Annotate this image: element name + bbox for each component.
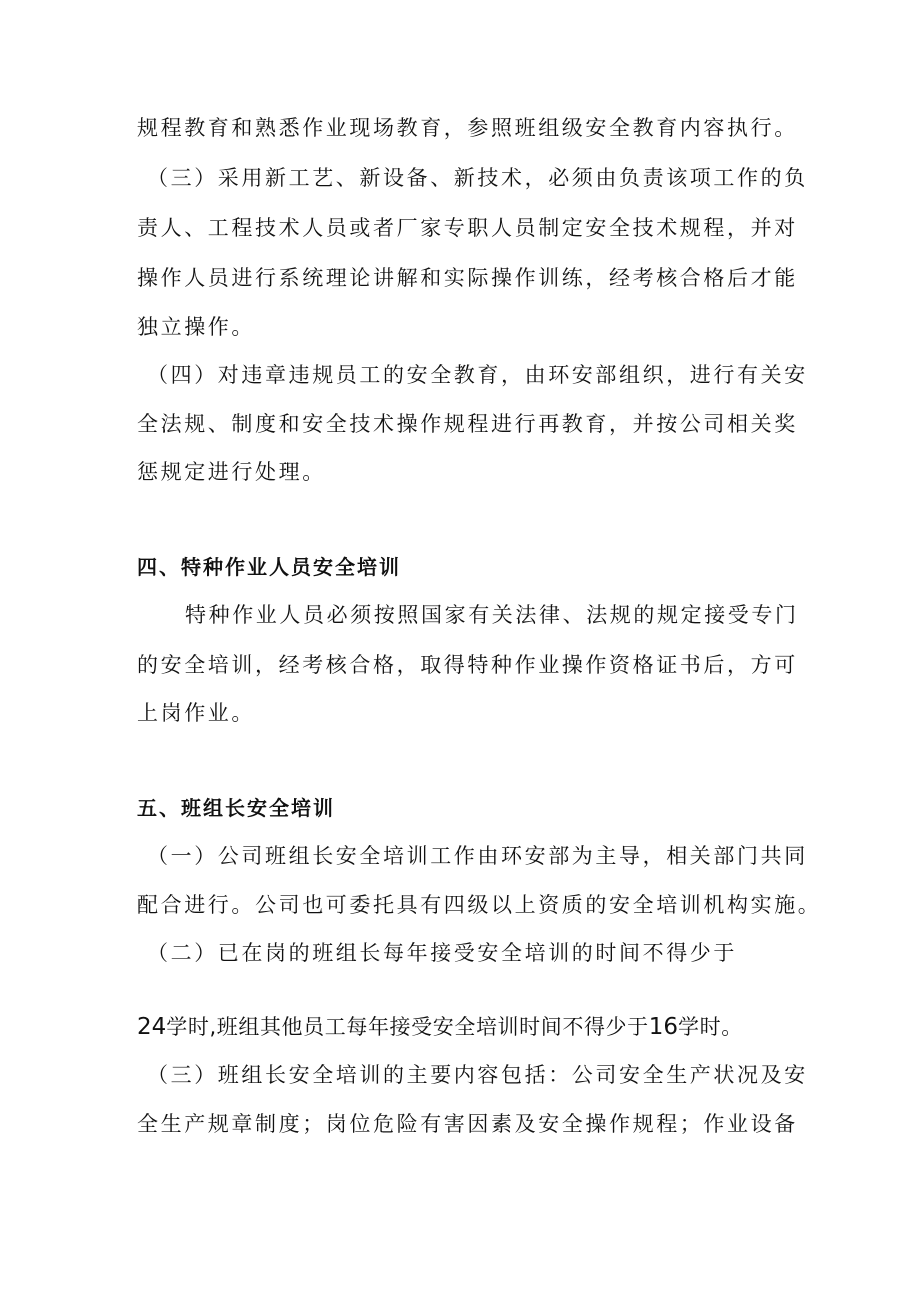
paragraph-line: 特种作业人员必须按照国家有关法律、法规的规定接受专门 xyxy=(185,603,799,627)
text-span: 学时。 xyxy=(678,1015,743,1039)
paragraph-line: 全生产规章制度；岗位危险有害因素及安全操作规程；作业设备 xyxy=(137,1112,798,1136)
section-heading: 五、班组长安全培训 xyxy=(137,796,335,820)
paragraph-line: （三）采用新工艺、新设备、新技术，必须由负责该项工作的负 xyxy=(147,166,808,190)
paragraph-line: 的安全培训，经考核合格，取得特种作业操作资格证书后，方可 xyxy=(137,653,798,677)
number-24: 24 xyxy=(137,1014,167,1040)
paragraph-line: 责人、工程技术人员或者厂家专职人员制定安全技术规程，并对 xyxy=(137,216,798,240)
paragraph-line: 独立操作。 xyxy=(137,315,255,339)
text-span: 学时,班组其他员工每年接受安全培训时间不得少于 xyxy=(166,1015,649,1039)
paragraph-line: （三）班组长安全培训的主要内容包括：公司安全生产状况及安 xyxy=(147,1063,808,1087)
paragraph-line: 操作人员进行系统理论讲解和实际操作训练，经考核合格后才能 xyxy=(137,266,798,290)
paragraph-line: （二）已在岗的班组长每年接受安全培训的时间不得少于 xyxy=(147,941,737,965)
paragraph-line: （一）公司班组长安全培训工作由环安部为主导，相关部门共同 xyxy=(147,844,808,868)
paragraph-line: （四）对违章违规员工的安全教育，由环安部组织，进行有关安 xyxy=(147,363,808,387)
paragraph-line: 规程教育和熟悉作业现场教育，参照班组级安全教育内容执行。 xyxy=(137,116,798,140)
paragraph-line: 上岗作业。 xyxy=(137,701,255,725)
section-heading: 四、特种作业人员安全培训 xyxy=(137,555,401,579)
paragraph-line: 全法规、制度和安全技术操作规程进行再教育，并按公司相关奖 xyxy=(137,412,798,436)
paragraph-line: 惩规定进行处理。 xyxy=(137,460,326,484)
number-16: 16 xyxy=(648,1014,679,1040)
paragraph-line: 配合进行。公司也可委托具有四级以上资质的安全培训机构实施。 xyxy=(137,893,822,917)
paragraph-line xyxy=(137,1013,743,1041)
